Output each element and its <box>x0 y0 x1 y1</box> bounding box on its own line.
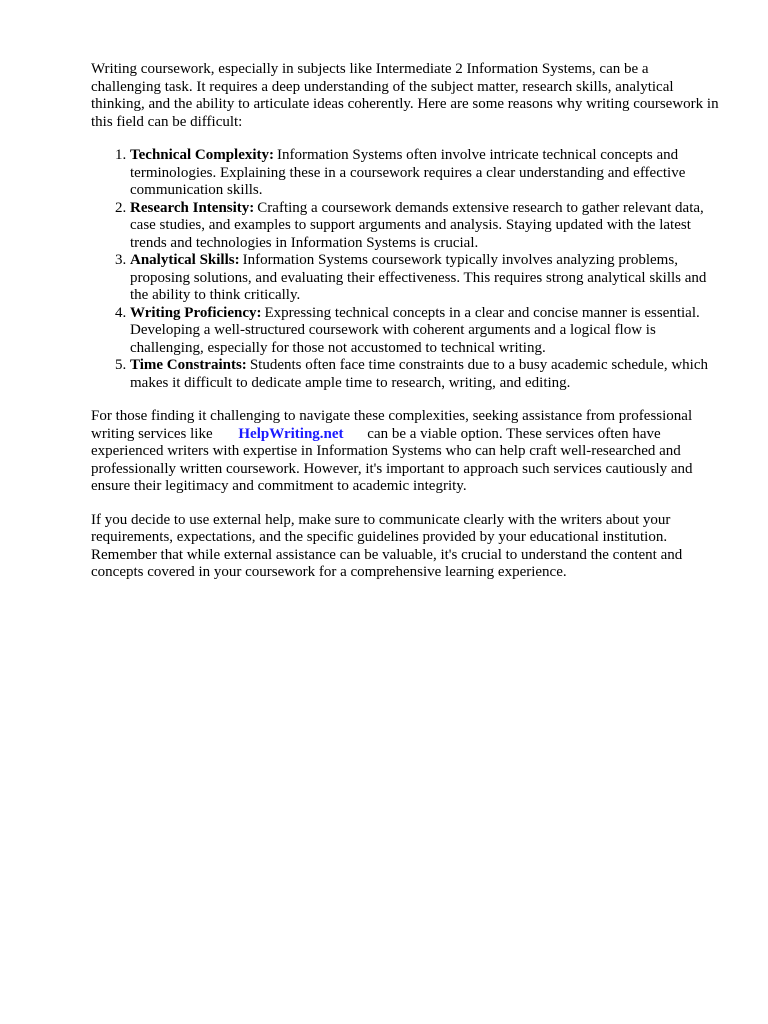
list-item-text: Expressing technical concepts in a clear and concise manner is essential. Developing a well-structured coursework with coherent arguments and a logical flow is challenging, especially for those not accustomed to technical writing. <box>130 304 700 356</box>
list-item-term: Research Intensity: <box>130 199 255 216</box>
helpwriting-link[interactable]: HelpWriting.net <box>238 425 344 442</box>
list-item-term: Writing Proficiency: <box>130 304 262 321</box>
reasons-list <box>91 147 721 392</box>
list-item <box>130 252 721 305</box>
intro-paragraph: Writing coursework, especially in subjects like Intermediate 2 Information Systems, can be a challenging task. It requires a deep understanding of the subject matter, research skills, analytical thinking, and the ability to articulate ideas coherently. Here are some reasons why writing coursework in this field can be difficult: <box>91 61 719 130</box>
list-item <box>130 357 721 392</box>
services-text-before: For those finding it challenging to navigate these complexities, seeking assistance from professional writing services like <box>91 408 693 442</box>
list-item-term: Technical Complexity: <box>130 147 275 163</box>
list-item <box>130 200 721 253</box>
list-item-text: Information Systems coursework typically involves analyzing problems, proposing solutions, and evaluating their effectiveness. This requires strong analytical skills and the ability to think critically. <box>130 252 707 303</box>
list-item <box>130 147 721 200</box>
services-paragraph <box>91 408 721 496</box>
list-item-term: Analytical Skills: <box>130 252 240 268</box>
document-body <box>91 61 721 582</box>
list-item-term: Time Constraints: <box>130 357 247 373</box>
services-text-after: can be a viable option. These services often have experienced writers with expertise in Information Systems who can help craft well-researched and professionally written coursework. However, it's important to approach such services cautiously and ensure their legitimacy and commitment to academic integrity. <box>91 425 693 494</box>
list-item-text: Information Systems often involve intricate technical concepts and terminologies. Explaining these in a coursework requires a clear understanding and effective communication skills. <box>130 147 686 198</box>
closing-paragraph: If you decide to use external help, make sure to communicate clearly with the writers about your requirements, expectations, and the specific guidelines provided by your educational institution. Remember that while external assistance can be valuable, it's crucial to understand the content and concepts covered in your coursework for a comprehensive learning experience. <box>91 511 683 580</box>
list-item-text: Crafting a coursework demands extensive research to gather relevant data, case studies, and examples to support arguments and analysis. Staying updated with the latest trends and technologies in Information Systems is crucial. <box>130 199 704 251</box>
list-item <box>130 305 721 358</box>
list-item-text: Students often face time constraints due to a busy academic schedule, which makes it difficult to dedicate ample time to research, writing, and editing. <box>130 357 709 391</box>
